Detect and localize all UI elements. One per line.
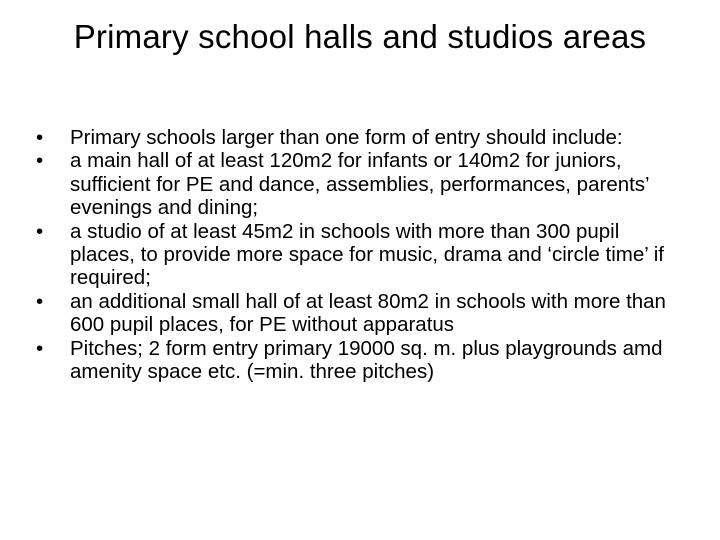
bullet-list xyxy=(36,126,686,383)
bullet-icon: • xyxy=(36,219,44,243)
bullet-item xyxy=(36,220,686,290)
slide-title: Primary school halls and studios areas xyxy=(73,18,647,55)
bullet-text: Primary schools larger than one form of entry should include: xyxy=(70,126,623,149)
bullet-icon: • xyxy=(36,289,44,313)
bullet-text: a studio of at least 45m2 in schools with more than 300 pupil places, to provide more space for music, drama and ‘circle time’ if required; xyxy=(70,219,664,290)
bullet-icon: • xyxy=(36,149,44,173)
bullet-text: Pitches; 2 form entry primary 19000 sq. m. plus playgrounds amd amenity space etc. (=min. three pitches) xyxy=(70,336,663,384)
bullet-item xyxy=(36,337,686,384)
bullet-text: a main hall of at least 120m2 for infants or 140m2 for juniors, sufficient for PE and dance, assemblies, performances, parents’ evenings and dining; xyxy=(70,149,649,220)
slide-body xyxy=(36,126,686,383)
bullet-text: an additional small hall of at least 80m2 in schools with more than 600 pupil places, for PE without apparatus xyxy=(70,289,666,337)
bullet-icon: • xyxy=(36,126,44,149)
bullet-item xyxy=(36,290,686,337)
bullet-item xyxy=(36,126,686,149)
bullet-icon: • xyxy=(36,336,44,360)
bullet-item xyxy=(36,149,686,219)
